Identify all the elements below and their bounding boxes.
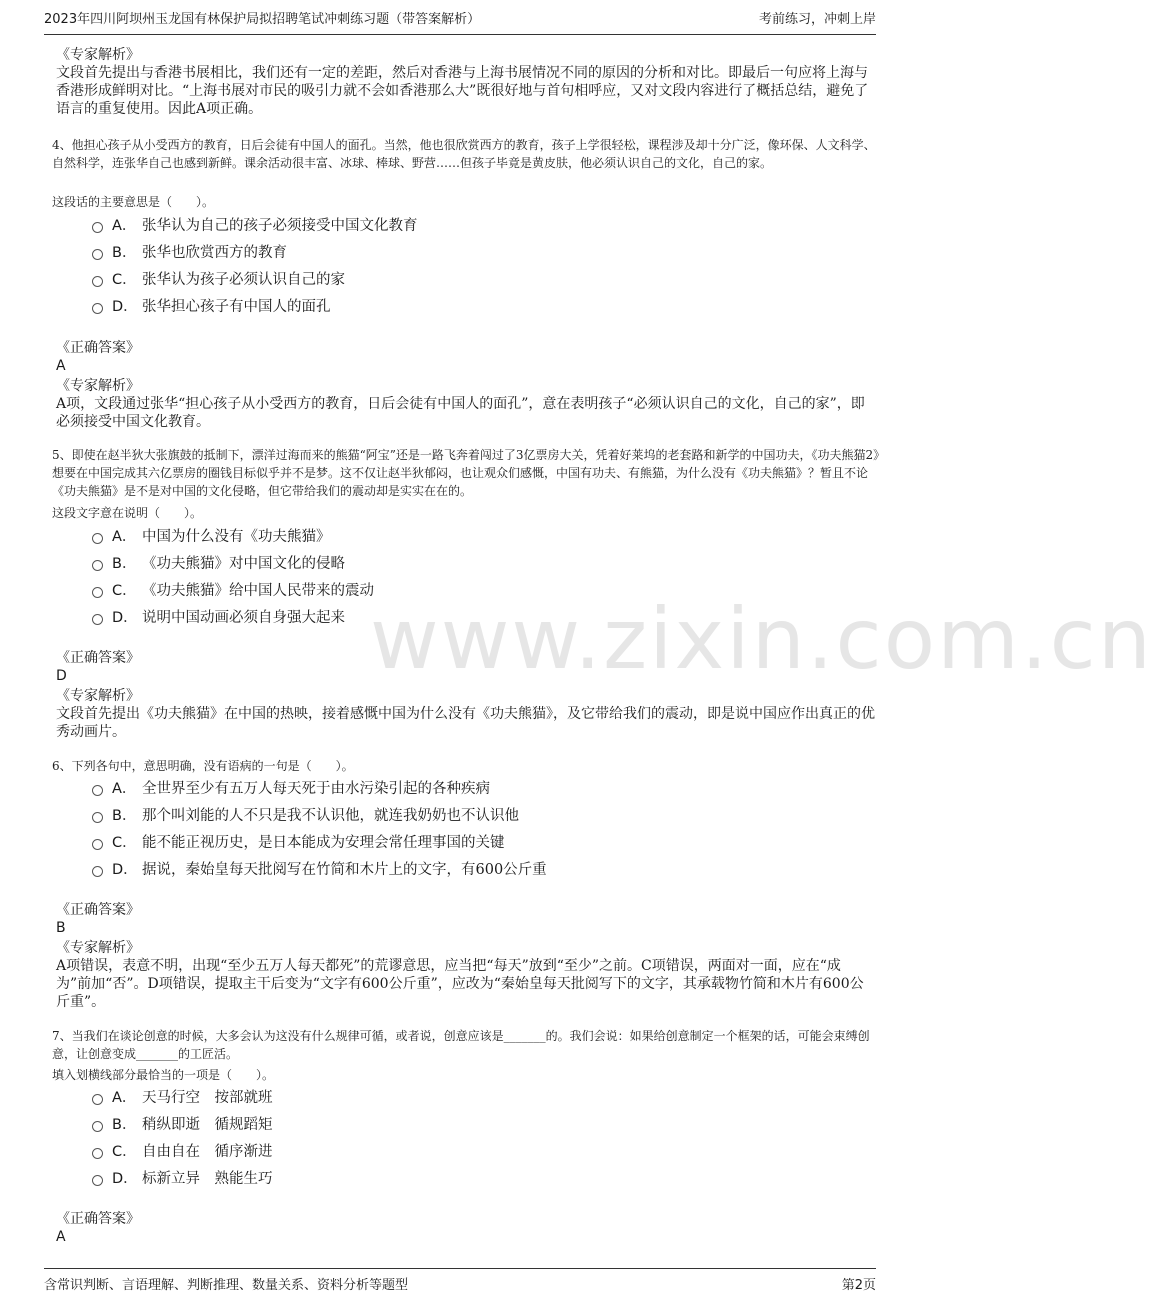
radio-icon[interactable]: [92, 812, 103, 823]
option-d[interactable]: D． 张华担心孩子有中国人的面孔: [92, 292, 418, 319]
question-7-prompt: 填入划横线部分最恰当的一项是（ ）。: [52, 1068, 275, 1082]
page-number: 第2页: [841, 1278, 876, 1293]
analysis-label: 《专家解析》: [56, 940, 140, 956]
radio-icon[interactable]: [92, 533, 103, 544]
option-d[interactable]: D． 据说，秦始皇每天批阅写在竹简和木片上的文字，有600公斤重: [92, 855, 547, 882]
option-d[interactable]: D． 说明中国动画必须自身强大起来: [92, 603, 374, 630]
question-6-stem: 6、下列各句中，意思明确，没有语病的一句是（ ）。: [52, 759, 354, 773]
option-a[interactable]: A． 天马行空 按部就班: [92, 1083, 273, 1110]
radio-icon[interactable]: [92, 839, 103, 850]
question-5-stem: 5、即使在赵半狄大张旗鼓的抵制下，漂洋过海而来的熊猫“阿宝”还是一路飞奔着闯过了3亿票房大关，凭着好莱坞的老套路和新学的中国功夫，《功夫熊猫2》想要在中国完成其六亿票房的圈钱目标似乎并不是梦。这不仅让赵半狄郁闷，也让观众们感慨，中国有功夫、有熊猫，为什么没有《功夫熊猫》？暂且不论《功夫熊猫》是不是对中国的文化侵略，但它带给我们的震动却是实实在在的。: [52, 448, 880, 498]
question-5-options: [92, 522, 374, 630]
radio-icon[interactable]: [92, 1148, 103, 1159]
option-a[interactable]: A． 张华认为自己的孩子必须接受中国文化教育: [92, 211, 418, 238]
analysis-text: 文段首先提出与香港书展相比，我们还有一定的差距，然后对香港与上海书展情况不同的原因的分析和对比。即最后一句应将上海与香港形成鲜明对比。“上海书展对市民的吸引力就不会如香港那么大”既很好地与首句相呼应，又对文段内容进行了概括总结，避免了语言的重复使用。因此A项正确。: [56, 65, 869, 117]
radio-icon[interactable]: [92, 1175, 103, 1186]
radio-icon[interactable]: [92, 303, 103, 314]
question-4-options: [92, 211, 418, 319]
answer-value: B: [56, 920, 66, 936]
option-b[interactable]: B． 《功夫熊猫》对中国文化的侵略: [92, 549, 374, 576]
radio-icon[interactable]: [92, 222, 103, 233]
option-a[interactable]: A． 中国为什么没有《功夫熊猫》: [92, 522, 374, 549]
answer-value: D: [56, 668, 67, 684]
answer-value: A: [56, 358, 66, 374]
option-c[interactable]: C． 张华认为孩子必须认识自己的家: [92, 265, 418, 292]
radio-icon[interactable]: [92, 866, 103, 877]
option-a[interactable]: A． 全世界至少有五万人每天死于由水污染引起的各种疾病: [92, 774, 547, 801]
radio-icon[interactable]: [92, 276, 103, 287]
question-4-prompt: 这段话的主要意思是（ ）。: [52, 195, 215, 209]
option-b[interactable]: B． 那个叫刘能的人不只是我不认识他，就连我奶奶也不认识他: [92, 801, 547, 828]
radio-icon[interactable]: [92, 785, 103, 796]
question-5-prompt: 这段文字意在说明（ ）。: [52, 506, 203, 520]
radio-icon[interactable]: [92, 560, 103, 571]
analysis-label: 《专家解析》: [56, 688, 140, 704]
header-slogan: 考前练习，冲刺上岸: [758, 12, 876, 27]
answer-label: 《正确答案》: [56, 340, 140, 356]
option-d[interactable]: D． 标新立异 熟能生巧: [92, 1164, 273, 1191]
answer-label: 《正确答案》: [56, 650, 140, 666]
radio-icon[interactable]: [92, 249, 103, 260]
analysis-text: A项，文段通过张华“担心孩子从小受西方的教育，日后会徒有中国人的面孔”，意在表明孩子“必须认识自己的文化，自己的家”，即必须接受中国文化教育。: [56, 396, 865, 430]
option-c[interactable]: C． 自由自在 循序渐进: [92, 1137, 273, 1164]
answer-label: 《正确答案》: [56, 1211, 140, 1227]
option-c[interactable]: C． 能不能正视历史，是日本能成为安理会常任理事国的关键: [92, 828, 547, 855]
option-c[interactable]: C． 《功夫熊猫》给中国人民带来的震动: [92, 576, 374, 603]
watermark: www.zixin.com.cn: [370, 590, 1153, 688]
question-6-options: [92, 774, 547, 882]
radio-icon[interactable]: [92, 614, 103, 625]
option-b[interactable]: B． 张华也欣赏西方的教育: [92, 238, 418, 265]
question-4-stem: 4、他担心孩子从小受西方的教育，日后会徒有中国人的面孔。当然，他也很欣赏西方的教育，孩子上学很轻松，课程涉及却十分广泛，像环保、人文科学、自然科学，连张华自己也感到新鲜。课余活动很丰富、冰球、棒球、野营……但孩子毕竟是黄皮肤，他必须认识自己的文化，自己的家。: [52, 138, 876, 170]
analysis-label: 《专家解析》: [56, 378, 140, 394]
question-7-stem: 7、当我们在谈论创意的时候，大多会认为这没有什么规律可循，或者说，创意应该是_______的。我们会说：如果给创意制定一个框架的话，可能会束缚创意，让创意变成_______的工匠活。: [52, 1029, 870, 1061]
option-b[interactable]: B． 稍纵即逝 循规蹈矩: [92, 1110, 273, 1137]
page-header: [44, 8, 876, 35]
analysis-text: A项错误，表意不明，出现“至少五万人每天都死”的荒谬意思，应当把“每天”放到“至少”之前。C项错误，两面对一面，应在“成为”前加“否”。D项错误，提取主干后变为“文字有600公斤重”，应改为“秦始皇每天批阅写下的文字，其承载物竹简和木片有600公斤重”。: [56, 958, 864, 1010]
radio-icon[interactable]: [92, 1094, 103, 1105]
radio-icon[interactable]: [92, 1121, 103, 1132]
analysis-text: 文段首先提出《功夫熊猫》在中国的热映，接着感慨中国为什么没有《功夫熊猫》，及它带给我们的震动，即是说中国应作出真正的优秀动画片。: [56, 706, 875, 740]
radio-icon[interactable]: [92, 587, 103, 598]
answer-value: A: [56, 1229, 66, 1245]
analysis-label: 《专家解析》: [56, 47, 140, 63]
answer-label: 《正确答案》: [56, 902, 140, 918]
footer-note: 含常识判断、言语理解、判断推理、数量关系、资料分析等题型: [44, 1278, 409, 1293]
question-7-options: [92, 1083, 273, 1191]
header-title: 2023年四川阿坝州玉龙国有林保护局拟招聘笔试冲刺练习题（带答案解析）: [44, 12, 481, 27]
page-footer: [44, 1268, 876, 1293]
